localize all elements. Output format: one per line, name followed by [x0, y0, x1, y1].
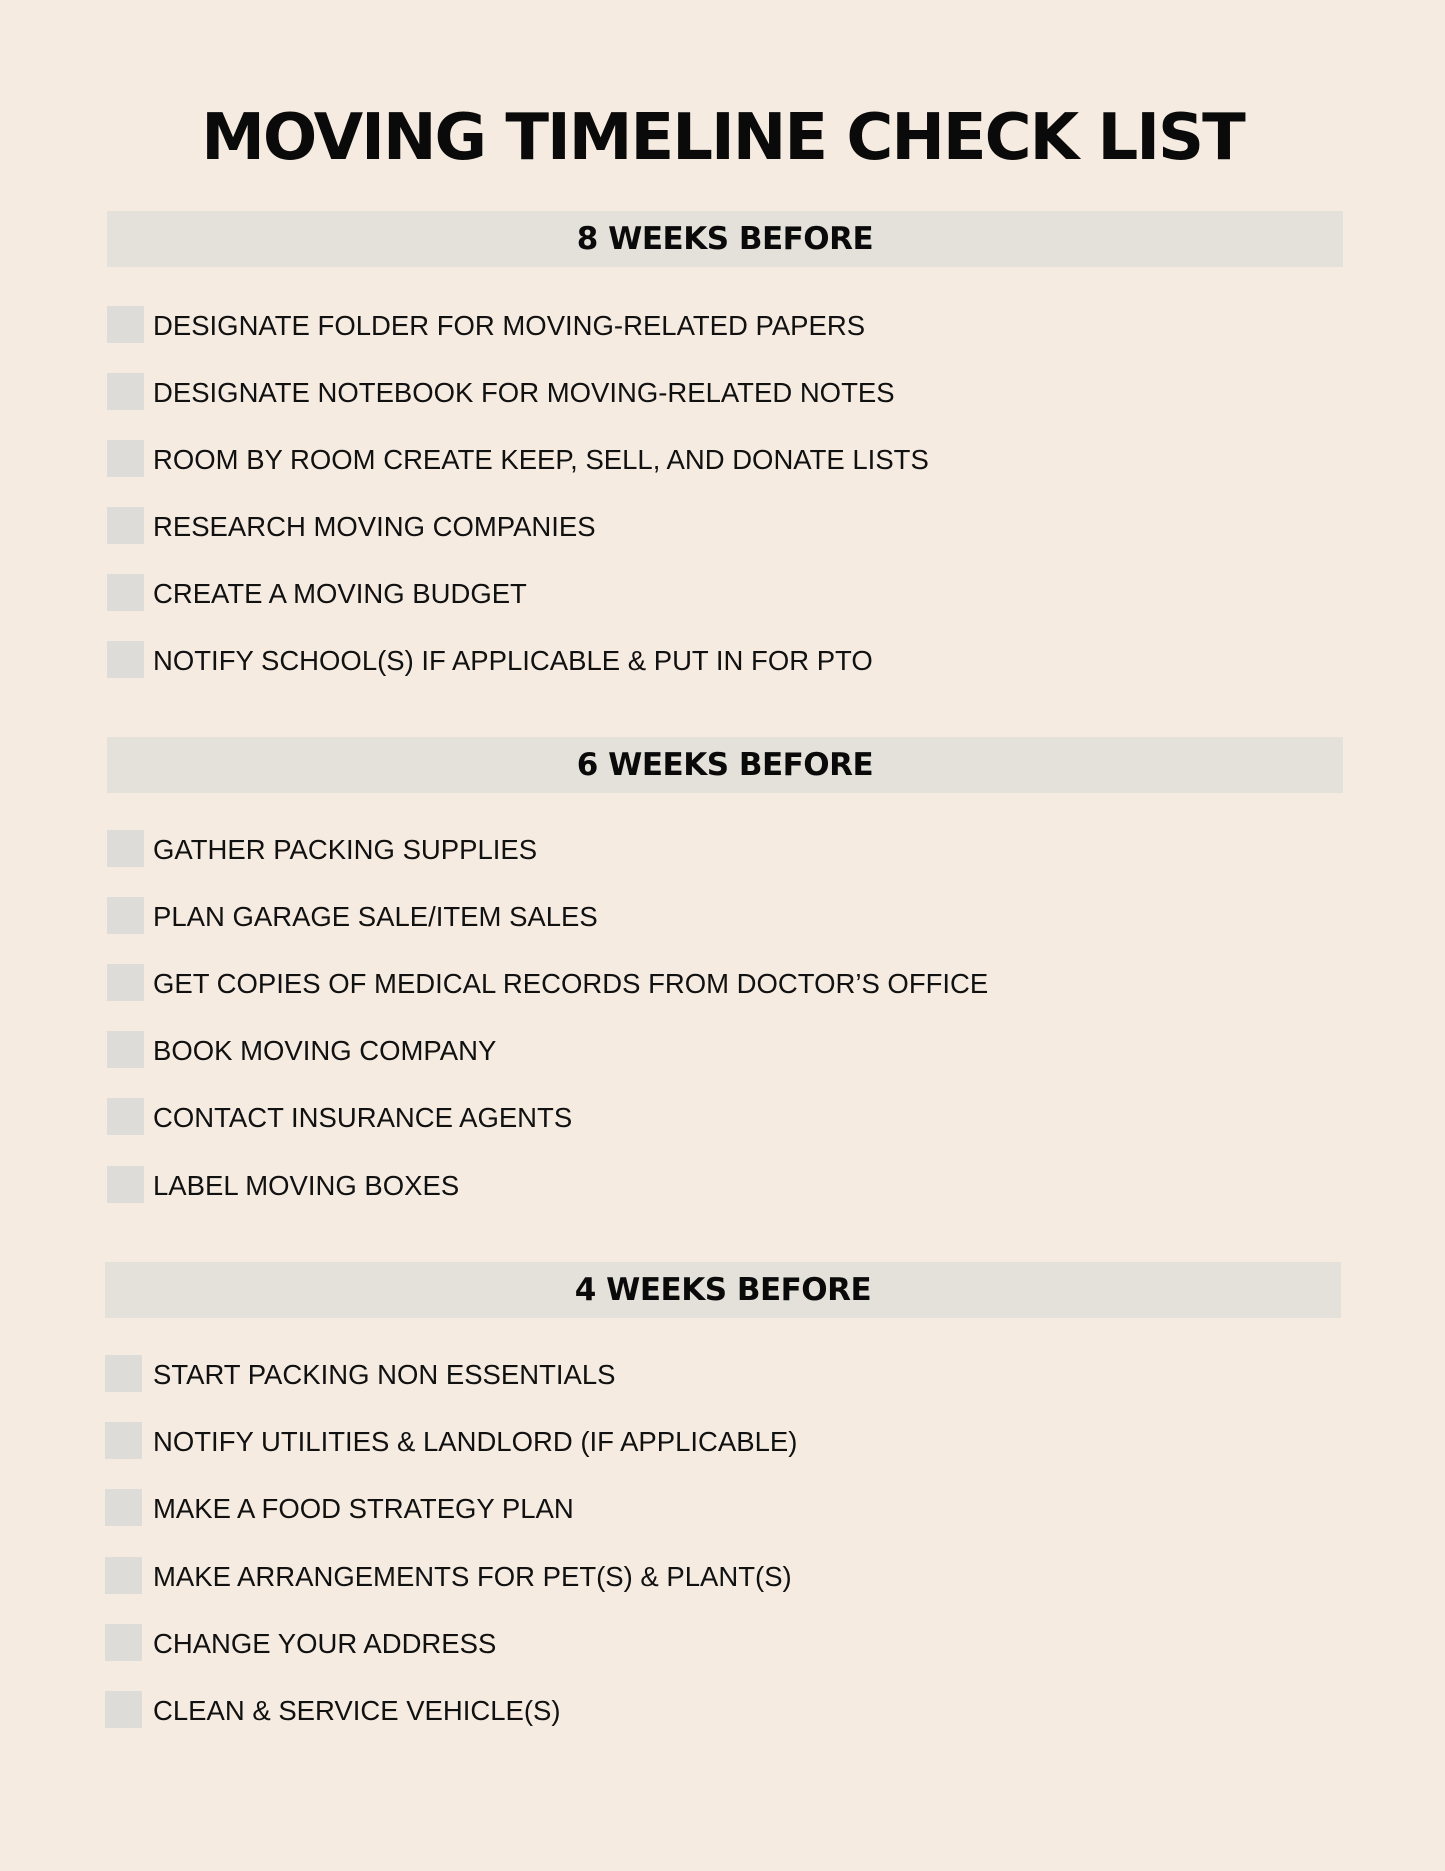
- section-header-4-weeks: 4 WEEKS BEFORE: [105, 1262, 1341, 1318]
- checklist-item: [0, 1166, 1445, 1206]
- checklist-item: [0, 1355, 1445, 1395]
- checklist-item-label: CHANGE YOUR ADDRESS: [153, 1628, 497, 1659]
- checklist-item-label: START PACKING NON ESSENTIALS: [153, 1359, 616, 1390]
- checkbox[interactable]: [107, 1166, 144, 1203]
- checklist-item: [0, 373, 1445, 413]
- checklist-item-label: CREATE A MOVING BUDGET: [153, 578, 527, 609]
- checklist-item: [0, 1691, 1445, 1731]
- checkbox[interactable]: [107, 574, 144, 611]
- checklist-item: [0, 1489, 1445, 1529]
- checklist-item-label: NOTIFY UTILITIES & LANDLORD (IF APPLICABLE): [153, 1426, 798, 1457]
- checklist-item-label: BOOK MOVING COMPANY: [153, 1035, 497, 1066]
- checkbox[interactable]: [107, 641, 144, 678]
- checkbox[interactable]: [107, 897, 144, 934]
- checkbox[interactable]: [107, 440, 144, 477]
- checklist-item: [0, 1557, 1445, 1597]
- checklist-item: [0, 1422, 1445, 1462]
- section-header-6-weeks: 6 WEEKS BEFORE: [107, 737, 1343, 793]
- checklist-item: [0, 830, 1445, 870]
- checkbox[interactable]: [107, 507, 144, 544]
- checkbox[interactable]: [107, 1031, 144, 1068]
- checklist-item-label: MAKE A FOOD STRATEGY PLAN: [153, 1493, 574, 1524]
- checklist-item: [0, 440, 1445, 480]
- checkbox[interactable]: [105, 1624, 142, 1661]
- checklist-item-label: PLAN GARAGE SALE/ITEM SALES: [153, 901, 598, 932]
- checklist-item: [0, 1031, 1445, 1071]
- checklist-item: [0, 964, 1445, 1004]
- checklist-item-label: GET COPIES OF MEDICAL RECORDS FROM DOCTOR’S OFFICE: [153, 968, 989, 999]
- checklist-item: [0, 641, 1445, 681]
- checkbox[interactable]: [105, 1557, 142, 1594]
- checklist-item-label: DESIGNATE FOLDER FOR MOVING-RELATED PAPERS: [153, 310, 866, 341]
- checklist-item: [0, 1098, 1445, 1138]
- checkbox[interactable]: [105, 1422, 142, 1459]
- checklist-item-label: CLEAN & SERVICE VEHICLE(S): [153, 1695, 561, 1726]
- checklist-item: [0, 897, 1445, 937]
- checklist-item-label: NOTIFY SCHOOL(S) IF APPLICABLE & PUT IN FOR PTO: [153, 645, 873, 676]
- checkbox[interactable]: [105, 1355, 142, 1392]
- checkbox[interactable]: [107, 1098, 144, 1135]
- checkbox[interactable]: [105, 1691, 142, 1728]
- checkbox[interactable]: [107, 964, 144, 1001]
- section-header-8-weeks: 8 WEEKS BEFORE: [107, 211, 1343, 267]
- checklist-item-label: LABEL MOVING BOXES: [153, 1170, 460, 1201]
- checklist-item-label: RESEARCH MOVING COMPANIES: [153, 511, 596, 542]
- checkbox[interactable]: [107, 373, 144, 410]
- checklist-item-label: GATHER PACKING SUPPLIES: [153, 834, 538, 865]
- checklist-item: [0, 574, 1445, 614]
- checkbox[interactable]: [107, 830, 144, 867]
- page-title: MOVING TIMELINE CHECK LIST: [201, 101, 1244, 175]
- checklist-item: [0, 1624, 1445, 1664]
- checklist-item-label: CONTACT INSURANCE AGENTS: [153, 1102, 573, 1133]
- checklist-item-label: ROOM BY ROOM CREATE KEEP, SELL, AND DONATE LISTS: [153, 444, 929, 475]
- checklist-item-label: DESIGNATE NOTEBOOK FOR MOVING-RELATED NOTES: [153, 377, 895, 408]
- checklist-item-label: MAKE ARRANGEMENTS FOR PET(S) & PLANT(S): [153, 1561, 792, 1592]
- checklist-item: [0, 507, 1445, 547]
- checkbox[interactable]: [107, 306, 144, 343]
- checkbox[interactable]: [105, 1489, 142, 1526]
- checklist-item: [0, 306, 1445, 346]
